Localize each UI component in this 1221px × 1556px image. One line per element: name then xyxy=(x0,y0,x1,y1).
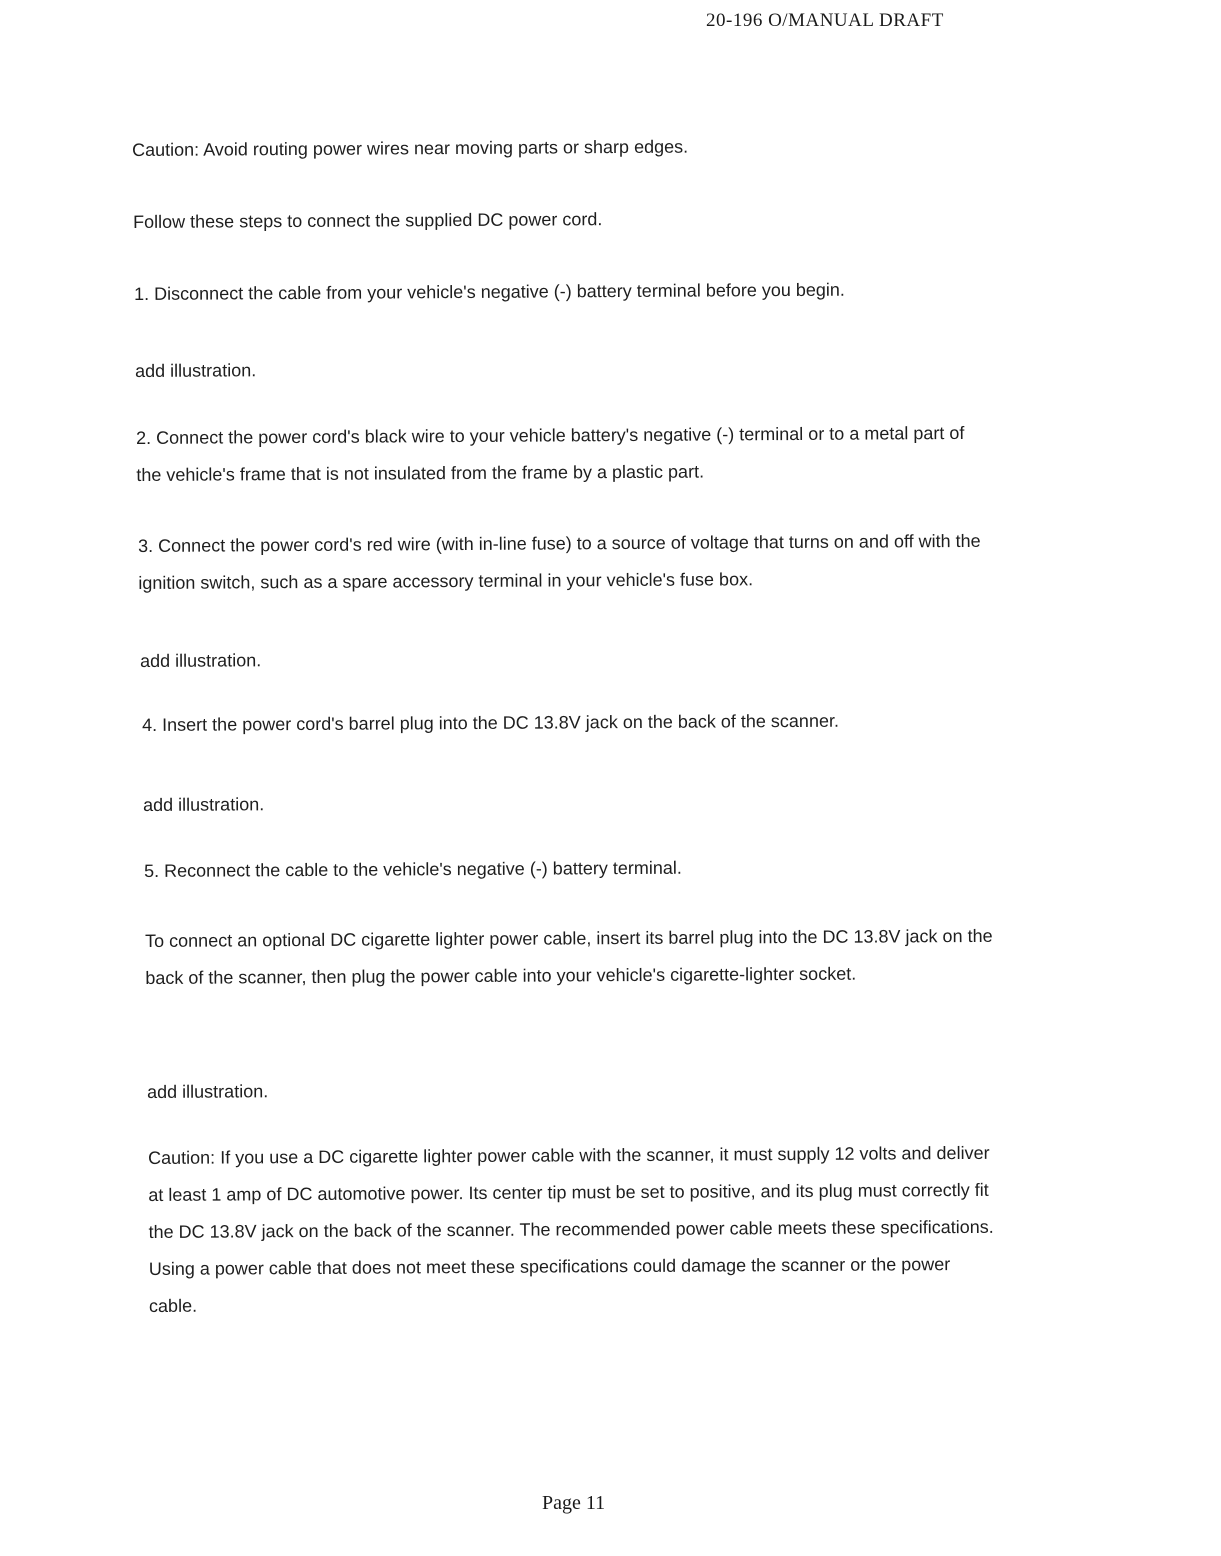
step-4-paragraph: 4. Insert the power cord's barrel plug into the DC 13.8V jack on the back of the scanner. xyxy=(142,710,840,735)
illustration-placeholder-4: add illustration. xyxy=(147,1081,269,1102)
illustration-placeholder-1: add illustration. xyxy=(135,360,257,381)
step-2-paragraph: 2. Connect the power cord's black wire to your vehicle battery's negative (-) terminal or to a metal part of the vehicle's frame that is not insulated from the frame by a plastic part. xyxy=(136,422,965,485)
page-number: Page 11 xyxy=(542,1492,606,1514)
step-1-paragraph: 1. Disconnect the cable from your vehicle's negative (-) battery terminal before you begin. xyxy=(134,279,845,304)
step-5-paragraph: 5. Reconnect the cable to the vehicle's negative (-) battery terminal. xyxy=(144,857,682,881)
intro-steps-paragraph: Follow these steps to connect the supplied DC power cord. xyxy=(133,209,603,232)
illustration-placeholder-3: add illustration. xyxy=(143,794,265,815)
illustration-placeholder-2: add illustration. xyxy=(140,650,262,671)
caution-routing-paragraph: Caution: Avoid routing power wires near moving parts or sharp edges. xyxy=(132,136,689,160)
step-3-paragraph: 3. Connect the power cord's red wire (with in-line fuse) to a source of voltage that turns on and off with the ignition switch, such as a spare accessory terminal in your vehicle's fuse box. xyxy=(138,530,981,593)
document-header: 20-196 O/MANUAL DRAFT xyxy=(706,10,944,31)
caution-power-cable-paragraph: Caution: If you use a DC cigarette lighter power cable with the scanner, it must supply 12 volts and deliver at least 1 amp of DC automotive power. Its center tip must be set to positive, and its plug must correctly fit the DC 13.8V jack on the back of the scanner. The recommended power cable meets these specifications. Using a power cable that does not meet these specifications could damage the scanner or the power cable. xyxy=(148,1142,994,1316)
cigarette-lighter-paragraph: To connect an optional DC cigarette lighter power cable, insert its barrel plug into the DC 13.8V jack on the back of the scanner, then plug the power cable into your vehicle's cigarette-lighter socket. xyxy=(145,925,993,988)
